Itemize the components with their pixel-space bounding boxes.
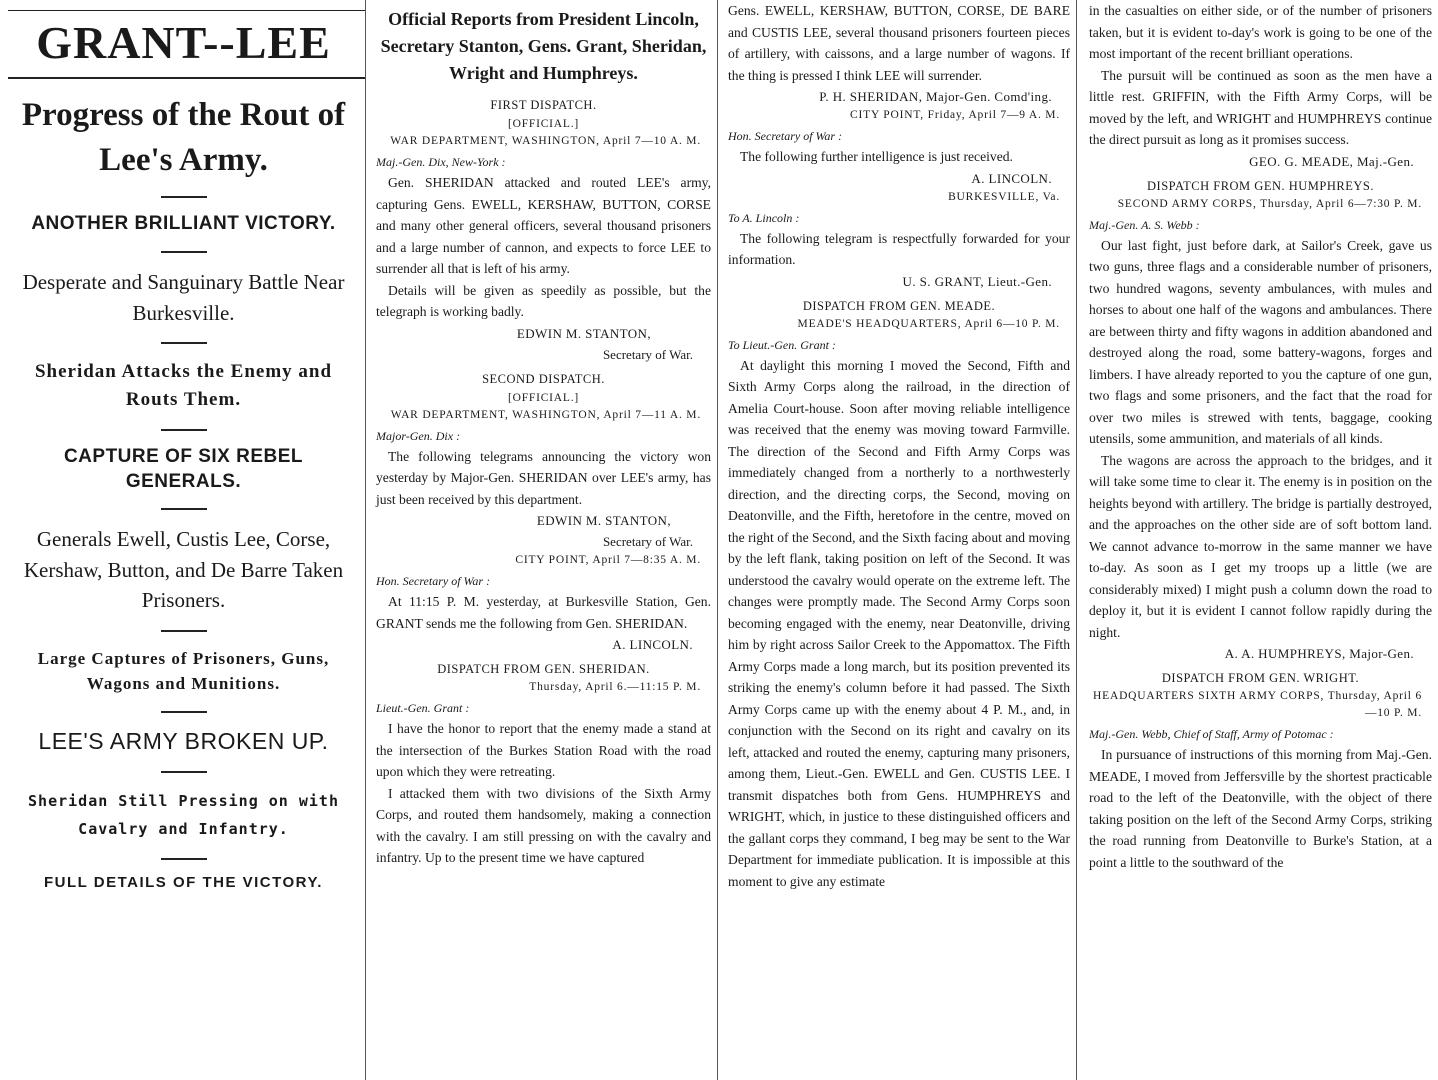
dispatch-paragraph: In pursuance of instructions of this morning from Maj.-Gen. MEADE, I moved from Jeffersville by the shortest practicable road to the left of the Deatonville, with the object of there taking position on the left of the Second Army Corps, striking the road running from Deatonville to Burke's Station, at a point a little to the southward of the [1089, 747, 1432, 870]
dispatch-addressee: Major-Gen. Dix : [376, 428, 461, 443]
dispatch-paragraph: At 11:15 P. M. yesterday, at Burkesville Station, Gen. GRANT sends me the following from Gen. SHERIDAN. [376, 594, 711, 631]
capture-headline: CAPTURE OF SIX REBEL GENERALS. [63, 445, 304, 492]
signature: A. LINCOLN. [971, 170, 1052, 186]
dispatch-addressee: Maj.-Gen. Dix, New-York : [376, 155, 506, 169]
dispatch-addressee: To A. Lincoln : [728, 210, 800, 225]
dispatch-addressee: Hon. Secretary of War : [728, 129, 843, 143]
dispatch-paragraph: I attacked them with two divisions of the Sixth Army Corps, and routed them handsomely, making a connection with the cavalry. I am still pressing on with the cavalry and infantry. Up to the present time we have captured [376, 785, 711, 865]
official-tag: [OFFICIAL.] [507, 118, 580, 130]
headline-separator [161, 508, 207, 510]
dispatch-paragraph: Our last fight, just before dark, at Sailor's Creek, gave us two guns, three flags and a considerable number of prisoners, two hundred wagons, seventy ambulances, with mules and horses to about one half of the wagons and ambulances. There are between thirty and fifty wagons in addition abandoned and destroyed along the road, some battery-wagons, forges and limbers. I have already reported to you the capture of one gun, two flags and some prisoners, and the fact that the road for over two miles is strewed with tents, baggage, cooking utensils, some ammunition, and materials of all kinds. [1089, 237, 1432, 446]
headline-separator [161, 342, 207, 344]
dispatch-place: BURKESVILLE, Va. [948, 190, 1060, 203]
article-column-3 [718, 0, 1076, 1080]
dispatch-heading: DISPATCH FROM GEN. WRIGHT. [1161, 671, 1360, 685]
dispatch-place: CITY POINT, April 7—8:35 A. M. [515, 554, 701, 566]
headline-separator [161, 711, 207, 713]
dispatch-place: HEADQUARTERS SIXTH ARMY CORPS, Thursday, April 6—10 P. M. [1093, 690, 1422, 719]
dispatch-place: WAR DEPARTMENT, WASHINGTON, April 7—11 A. M. [390, 408, 701, 421]
dispatch-paragraph: The pursuit will be continued as soon as the men have a little rest. GRIFFIN, with the Fifth Army Corps, will be moved by the left, and WRIGHT and HUMPHREYS continue the direct pursuit as long as it promises success. [1089, 67, 1432, 147]
dispatch-place: SECOND ARMY CORPS, Thursday, April 6—7:30 P. M. [1117, 197, 1422, 210]
captures-headline: Large Captures of Prisoners, Guns, Wagons and Munitions. [37, 648, 330, 694]
dispatch-paragraph: The following further intelligence is just received. [740, 149, 1013, 164]
dispatch-paragraph: The following telegrams announcing the victory won yesterday by Major-Gen. SHERIDAN over LEE's army, has just been received by this department. [376, 448, 711, 507]
signature: A. LINCOLN. [612, 637, 693, 652]
dispatch-addressee: Lieut.-Gen. Grant : [376, 701, 470, 715]
headline-rule [8, 77, 365, 79]
dispatch-place: CITY POINT, Friday, April 7—9 A. M. [850, 109, 1060, 121]
dispatch-addressee: Hon. Secretary of War : [376, 574, 491, 588]
sheridan-headline: Sheridan Attacks the Enemy and Routs Them. [34, 360, 333, 411]
headline-separator [161, 196, 207, 198]
dispatch-paragraph: I have the honor to report that the enemy made a stand at the intersection of the Burkes Station Road with the road upon which they were retreating. [376, 721, 711, 779]
headline-separator [161, 630, 207, 632]
signature: P. H. SHERIDAN, Major-Gen. Comd'ing. [819, 89, 1052, 104]
pressing-headline: Sheridan Still Pressing on with Cavalry and Infantry. [28, 791, 339, 839]
dispatch-place: MEADE'S HEADQUARTERS, April 6—10 P. M. [797, 317, 1060, 330]
dispatch-heading: DISPATCH FROM GEN. MEADE. [802, 298, 996, 313]
dispatch-paragraph: Gens. EWELL, KERSHAW, BUTTON, CORSE, DE BARE and CUSTIS LEE, several thousand prisoners fourteen pieces of artillery, with caissons, and a large number of wagons. If the thing is pressed I think LEE will surrender. [728, 3, 1070, 83]
signature-title: Secretary of War. [602, 346, 693, 362]
dispatch-heading: DISPATCH FROM GEN. HUMPHREYS. [1147, 178, 1374, 193]
dispatch-addressee: Maj.-Gen. Webb, Chief of Staff, Army of Potomac : [1089, 727, 1334, 741]
progress-headline: Progress of the Rout of Lee's Army. [21, 97, 346, 178]
headline-separator [161, 771, 207, 773]
details-headline: FULL DETAILS OF THE VICTORY. [44, 873, 323, 891]
article-column-4 [1077, 0, 1438, 1080]
headline-separator [161, 251, 207, 253]
dispatch-place: Thursday, April 6.—11:15 P. M. [529, 681, 701, 693]
dispatch-paragraph: Gen. SHERIDAN attacked and routed LEE's army, capturing Gens. EWELL, KERSHAW, BUTTON, CORSE and many other general officers, several thousand prisoners and a large number of cannon, and expects to force LEE to surrender all that is left of his army. [376, 175, 711, 276]
official-tag: [OFFICIAL.] [507, 391, 580, 404]
signature: U. S. GRANT, Lieut.-Gen. [902, 273, 1052, 289]
headline-separator [161, 429, 207, 431]
headline-top-rule [8, 10, 365, 11]
dispatch-heading: FIRST DISPATCH. [490, 98, 597, 112]
battle-headline: Desperate and Sanguinary Battle Near Burkesville. [22, 270, 345, 325]
dispatch-heading: DISPATCH FROM GEN. SHERIDAN. [437, 662, 650, 676]
article-title: Official Reports from President Lincoln, Secretary Stanton, Gens. Grant, Sheridan, Wright and Humphreys. [380, 9, 707, 83]
dispatch-addressee: To Lieut.-Gen. Grant : [728, 337, 836, 352]
signature-title: Secretary of War. [602, 534, 693, 549]
signature: A. A. HUMPHREYS, Major-Gen. [1224, 646, 1414, 661]
dispatch-addressee: Maj.-Gen. A. S. Webb : [1089, 217, 1200, 232]
dispatch-heading: SECOND DISPATCH. [482, 371, 605, 386]
dispatch-paragraph: The wagons are across the approach to the bridges, and it will take some time to clear it. The enemy is in position on the heights beyond with artillery. The bridge is partially destroyed, and the approaches on the other side are of soft bottom land. We cannot advance to-morrow in the same manner we have to-day. As soon as I get my troops up a little (we are considerably mixed) I might push a column down the road to deploy it, but it is evident I cannot follow rapidly during the night. [1089, 452, 1432, 640]
dispatch-paragraph: At daylight this morning I moved the Second, Fifth and Sixth Army Corps along the railroad, in the direction of Amelia Court-house. Soon after moving reliable intelligence was received that the enemy was moving toward Farmville. The direction of the Second and Fifth Army Corps was immediately changed from a northerly to a northwesterly direction, and the directing corps, the Second, moving on Deatonville, and the Fifth, heretofore in the centre, moved on the right of the Second, and the Sixth facing about and moving by the left flank, taking position on left of the Second. It was understood the cavalry would operate on the extreme left. The changes were promptly made. The Second Army Corps soon becoming engaged with the enemy, near Deatonville, driving him by right across Sailor Creek to the Appomattox. The Fifth Army Corps made a long march, but its position prevented its striking the enemy's column before it had passed. The Sixth Army Corps came up with the enemy about 4 P. M., and, in conjunction with the Second on its right and cavalry on its left, attacked and routed the enemy, capturing many prisoners, among them, Lieut.-Gen. EWELL and Gen. CUSTIS LEE. I transmit dispatches both from Gens. HUMPHREYS and WRIGHT, which, in justice to these distinguished officers and the gallant corps they command, I beg may be sent to the War Department for immediate publication. It is impossible at this moment to give any estimate [728, 357, 1070, 889]
signature: EDWIN M. STANTON, [516, 325, 651, 341]
dispatch-paragraph: Details will be given as speedily as possible, but the telegraph is working badly. [376, 282, 711, 319]
dispatch-place: WAR DEPARTMENT, WASHINGTON, April 7—10 A. M. [390, 135, 701, 147]
headline-column [0, 0, 365, 1080]
generals-headline: Generals Ewell, Custis Lee, Corse, Kershaw, Button, and De Barre Taken Prisoners. [23, 527, 344, 613]
broken-headline: LEE'S ARMY BROKEN UP. [38, 727, 329, 754]
dispatch-paragraph: in the casualties on either side, or of the number of prisoners taken, but it is evident to-day's work is going to be one of the most important of the recent brilliant operations. [1089, 3, 1432, 61]
victory-headline: ANOTHER BRILLIANT VICTORY. [31, 213, 336, 235]
headline-separator [161, 858, 207, 860]
dispatch-paragraph: The following telegram is respectfully forwarded for your information. [728, 230, 1070, 267]
signature: GEO. G. MEADE, Maj.-Gen. [1249, 153, 1414, 169]
article-column-2 [366, 0, 717, 1080]
signature: EDWIN M. STANTON, [536, 513, 671, 528]
main-headline: GRANT--LEE [36, 17, 331, 68]
